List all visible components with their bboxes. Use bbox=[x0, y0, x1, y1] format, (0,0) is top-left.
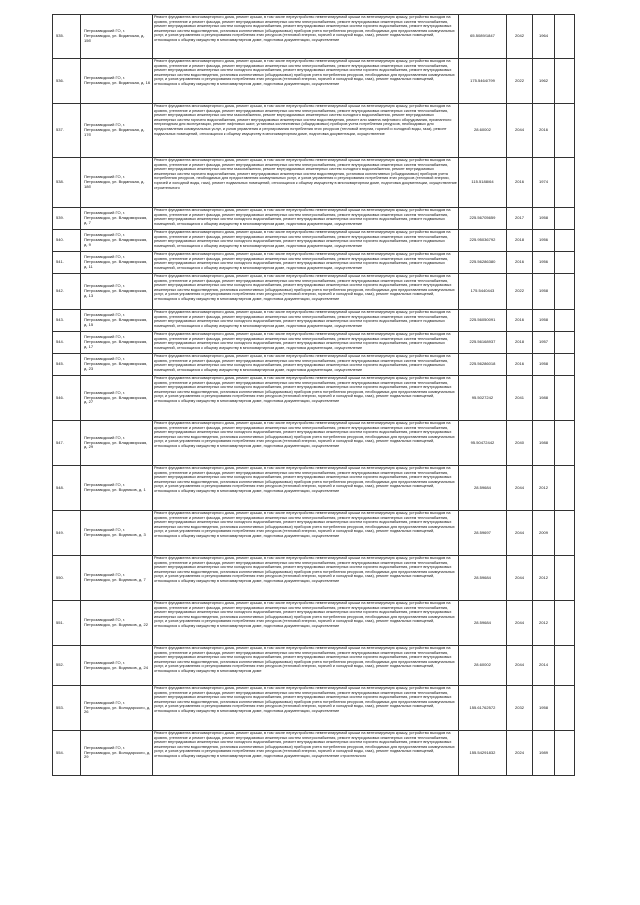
works-description-cell: Ремонт фундамента многоквартирного дома, ремонт крыши, в том числе переустройство невентилируемой крыши на вентилируемую крышу, устройство выходов на кровлю, утепление и ремонт фасада, ремонт внутридомовых инженерных систем электроснабжения, ремонт внутридомовых инженерных систем теплоснабжения, ремонт внутридомовых инженерных систем холодного водоснабжения, ремонт внутридомовых инженерных систем горячего водоснабжения, ремонт внутридомовых инженерных систем водоотведения, установка коллективных (общедомовых) приборов учета потребления ресурсов, необходимых для предоставления коммунальных услуг, и узлов управления и регулирования потребления этих ресурсов (тепловой энергии, горячей и холодной воды, газа), ремонт подвальных помещений, относящихся к общему имуществу в многоквартирном доме, подготовка документации, осуществление bbox=[153, 601, 459, 646]
value-cell: 28.59684 bbox=[459, 601, 507, 646]
planned-year-cell: 2018 bbox=[507, 230, 533, 252]
works-description-cell: Ремонт фундамента многоквартирного дома, ремонт крыши, в том числе переустройство невентилируемой крыши на вентилируемую крышу, устройство выходов на кровлю, утепление и ремонт фасада, ремонт внутридомовых инженерных систем электроснабжения, ремонт внутридомовых инженерных систем теплоснабжения, ремонт внутридомовых инженерных систем холодного водоснабжения, ремонт внутридомовых инженерных систем горячего водоснабжения, ремонт подвальных помещений, относящихся к общему имуществу в многоквартирном доме, подготовка документации, осуществление bbox=[153, 354, 459, 376]
works-description-cell: Ремонт фундамента многоквартирного дома, ремонт крыши, в том числе переустройство невентилируемой крыши на вентилируемую крышу, устройство выходов на кровлю, утепление и ремонт фасада, ремонт внутридомовых инженерных систем электроснабжения, ремонт внутридомовых инженерных систем теплоснабжения, ремонт внутридомовых инженерных систем холодного водоснабжения, ремонт внутридомовых инженерных систем горячего водоснабжения, ремонт внутридомовых инженерных систем водоотведения, установка коллективных (общедомовых) приборов учета потребления ресурсов, необходимых для предоставления коммунальных услуг, и узлов управления и регулирования потребления этих ресурсов (тепловой энергии, горячей и холодной воды, газа), ремонт подвальных помещений, относящихся к общему имуществу в многоквартирном доме, подготовка документации, осуществление bbox=[153, 686, 459, 731]
value-cell: 225.56286018 bbox=[459, 354, 507, 376]
row-number-cell: 549. bbox=[53, 511, 81, 556]
build-year-cell: 1988 bbox=[533, 376, 555, 421]
value-cell: 115.5188/64 bbox=[459, 158, 507, 208]
row-number-cell: 541. bbox=[53, 252, 81, 274]
planned-year-cell: 2022 bbox=[507, 274, 533, 310]
works-description-cell: Ремонт фундамента многоквартирного дома, ремонт крыши, в том числе переустройство невентилируемой крыши на вентилируемую крышу, устройство выходов на кровлю, утепление и ремонт фасада, ремонт внутридомовых инженерных систем электроснабжения, ремонт внутридомовых инженерных систем теплоснабжения, ремонт внутридомовых инженерных систем холодного водоснабжения, ремонт внутридомовых инженерных систем горячего водоснабжения, ремонт подвальных помещений, относящихся к общему имуществу в многоквартирном доме, подготовка документации, осуществление bbox=[153, 310, 459, 332]
build-year-cell: 1964 bbox=[533, 15, 555, 59]
address-cell: Петрозаводский ГО, г. Петрозаводск, ул. Владимирская, д. 11 bbox=[81, 252, 153, 274]
row-number-cell: 545. bbox=[53, 354, 81, 376]
table-row bbox=[53, 354, 575, 376]
row-number-cell: 547. bbox=[53, 421, 81, 466]
planned-year-cell: 2024 bbox=[507, 731, 533, 776]
build-year-cell: 1958 bbox=[533, 686, 555, 731]
planned-year-cell: 2022 bbox=[507, 59, 533, 104]
value-cell: 175.5440443 bbox=[459, 274, 507, 310]
build-year-cell: 1958 bbox=[533, 354, 555, 376]
build-year-cell: 2009 bbox=[533, 511, 555, 556]
address-cell: Петрозаводский ГО, г. Петрозаводск, ул. Виданская, д. 18б bbox=[81, 158, 153, 208]
value-cell: 95.50472442 bbox=[459, 421, 507, 466]
works-description-cell: Ремонт фундамента многоквартирного дома, ремонт крыши, в том числе переустройство невентилируемой крыши на вентилируемую крышу, устройство выходов на кровлю, утепление и ремонт фасада, ремонт внутридомовых инженерных систем электроснабжения, ремонт внутридомовых инженерных систем теплоснабжения, ремонт внутридомовых инженерных систем холодного водоснабжения, ремонт внутридомовых инженерных систем горячего водоснабжения, ремонт внутридомовых инженерных систем водоотведения, установка коллективных (общедомовых) приборов учета потребления ресурсов, необходимых для предоставления коммунальных услуг, и узлов управления и регулирования потребления этих ресурсов (тепловой энергии, горячей и холодной воды, газа), ремонт подвальных помещений, относящихся к общему имуществу в многоквартирном доме, подготовка документации, осуществление bbox=[153, 376, 459, 421]
empty-cell bbox=[555, 556, 575, 601]
row-number-cell: 543. bbox=[53, 310, 81, 332]
empty-cell bbox=[555, 230, 575, 252]
table-row bbox=[53, 556, 575, 601]
table-row bbox=[53, 511, 575, 556]
row-number-cell: 551. bbox=[53, 601, 81, 646]
build-year-cell: 2014 bbox=[533, 646, 555, 686]
row-number-cell: 544. bbox=[53, 332, 81, 354]
empty-cell bbox=[555, 310, 575, 332]
row-number-cell: 548. bbox=[53, 466, 81, 511]
works-description-cell: Ремонт фундамента многоквартирного дома, ремонт крыши, в том числе переустройство невентилируемой крыши на вентилируемую крышу, устройство выходов на кровлю, утепление и ремонт фасада, ремонт внутридомовых инженерных систем электроснабжения, ремонт внутридомовых инженерных систем теплоснабжения, ремонт внутридомовых инженерных систем холодного водоснабжения, ремонт внутридомовых инженерных систем горячего водоснабжения, ремонт внутридомовых инженерных систем водоотведения, установка коллективных (общедомовых) приборов учета потребления ресурсов, необходимых для предоставления коммунальных услуг, и узлов управления и регулирования потребления этих ресурсов (тепловой энергии, горячей и холодной воды, газа), ремонт подвальных помещений, относящихся к общему имуществу в многоквартирном доме, подготовка документации, осуществление bbox=[153, 511, 459, 556]
planned-year-cell: 2041 bbox=[507, 376, 533, 421]
row-number-cell: 546. bbox=[53, 376, 81, 421]
table-row bbox=[53, 686, 575, 731]
table-row bbox=[53, 601, 575, 646]
row-number-cell: 552. bbox=[53, 646, 81, 686]
table-row bbox=[53, 158, 575, 208]
address-cell: Петрозаводский ГО, г. Петрозаводск, ул. Владимирская, д. 27 bbox=[81, 376, 153, 421]
table-row bbox=[53, 252, 575, 274]
address-cell: Петрозаводский ГО, г. Петрозаводск, ул. Водников, д. 1 bbox=[81, 466, 153, 511]
planned-year-cell: 2016 bbox=[507, 310, 533, 332]
address-cell: Петрозаводский ГО, г. Петрозаводск, ул. Виданская, д. 16 bbox=[81, 59, 153, 104]
planned-year-cell: 2016 bbox=[507, 354, 533, 376]
table-row bbox=[53, 104, 575, 158]
works-description-cell: Ремонт фундамента многоквартирного дома, ремонт крыши, в том числе переустройство невентилируемой крыши на вентилируемую крышу, устройство выходов на кровлю, утепление и ремонт фасада, ремонт внутридомовых инженерных систем электроснабжения, ремонт внутридомовых инженерных систем теплоснабжения, ремонт внутридомовых инженерных систем холодного водоснабжения, ремонт внутридомовых инженерных систем горячего водоснабжения, ремонт подвальных помещений, относящихся к общему имуществу в многоквартирном доме, подготовка документации, осуществление bbox=[153, 208, 459, 230]
row-number-cell: 540. bbox=[53, 230, 81, 252]
works-description-cell: Ремонт фундамента многоквартирного дома, ремонт крыши, в том числе переустройство невентилируемой крыши на вентилируемую крышу, устройство выходов на кровлю, утепление и ремонт фасада, ремонт внутридомовых инженерных систем электроснабжения, ремонт внутридомовых инженерных систем теплоснабжения, ремонт внутридомовых инженерных систем холодного водоснабжения, ремонт внутридомовых инженерных систем горячего водоснабжения, ремонт внутридомовых инженерных систем водоотведения, установка коллективных (общедомовых) приборов учета потребления ресурсов, необходимых для предоставления коммунальных услуг, и узлов управления и регулирования потребления этих ресурсов (тепловой энергии, горячей и холодной воды, газа), ремонт подвальных помещений, относящихся к общему имуществу в многоквартирном доме, подготовка документации, осуществление bbox=[153, 274, 459, 310]
works-description-cell: Ремонт фундамента многоквартирного дома, ремонт крыши, в том числе переустройство невентилируемой крыши на вентилируемую крышу, устройство выходов на кровлю, утепление и ремонт фасада, ремонт внутридомовых инженерных систем электроснабжения, ремонт внутридомовых инженерных систем теплоснабжения, ремонт внутридомовых инженерных систем холодного водоснабжения, ремонт внутридомовых инженерных систем горячего водоснабжения, ремонт внутридомовых инженерных систем водоотведения, установка коллективных (общедомовых) приборов учета потребления ресурсов, необходимых для предоставления коммунальных услуг, и узлов управления и регулирования потребления этих ресурсов (тепловой энергии, горячей и холодной воды, газа), ремонт подвальных помещений, относящихся к общему имуществу в многоквартирном доме, подготовка документации, осуществление bbox=[153, 556, 459, 601]
row-number-cell: 542. bbox=[53, 274, 81, 310]
address-cell: Петрозаводский ГО, г. Петрозаводск, ул. Владимирская, д. 23 bbox=[81, 354, 153, 376]
empty-cell bbox=[555, 466, 575, 511]
capital-repair-table bbox=[52, 14, 575, 776]
build-year-cell: 1956 bbox=[533, 252, 555, 274]
row-number-cell: 553. bbox=[53, 686, 81, 731]
value-cell: 225.56168937 bbox=[459, 332, 507, 354]
value-cell: 155.61762572 bbox=[459, 686, 507, 731]
works-description-cell: Ремонт фундамента многоквартирного дома, ремонт крыши, в том числе переустройство невентилируемой крыши на вентилируемую крышу, устройство выходов на кровлю, утепление и ремонт фасада, ремонт внутридомовых инженерных систем электроснабжения, ремонт внутридомовых инженерных систем теплоснабжения, ремонт внутридомовых инженерных систем холодного водоснабжения, ремонт внутридомовых инженерных систем горячего водоснабжения, ремонт внутридомовых инженерных систем водоотведения, установка коллективных (общедомовых) приборов учета потребления ресурсов, необходимых для предоставления коммунальных услуг, и узлов управления и регулирования потребления этих ресурсов (тепловой энергии, горячей и холодной воды, газа), ремонт подвальных помещений, относящихся к общему имуществу в многоквартирном доме, подготовка документации, осуществление bbox=[153, 59, 459, 104]
table-row bbox=[53, 332, 575, 354]
build-year-cell: 2012 bbox=[533, 601, 555, 646]
build-year-cell: 2012 bbox=[533, 466, 555, 511]
address-cell: Петрозаводский ГО, г. Петрозаводск, ул. Водников, д. 3 bbox=[81, 511, 153, 556]
row-number-cell: 535. bbox=[53, 15, 81, 59]
planned-year-cell: 2018 bbox=[507, 332, 533, 354]
value-cell: 225.95036792 bbox=[459, 230, 507, 252]
empty-cell bbox=[555, 376, 575, 421]
row-number-cell: 538. bbox=[53, 158, 81, 208]
build-year-cell: 1958 bbox=[533, 208, 555, 230]
planned-year-cell: 2017 bbox=[507, 208, 533, 230]
planned-year-cell: 2016 bbox=[507, 158, 533, 208]
table-row bbox=[53, 421, 575, 466]
value-cell: 65.5089/1847 bbox=[459, 15, 507, 59]
value-cell: 28.59684 bbox=[459, 466, 507, 511]
build-year-cell: 2016 bbox=[533, 104, 555, 158]
works-description-cell: Ремонт фундамента многоквартирного дома, ремонт крыши, в том числе переустройство невентилируемой крыши на вентилируемую крышу, устройство выходов на кровлю, утепление и ремонт фасада, ремонт внутридомовых инженерных систем электроснабжения, ремонт внутридомовых инженерных систем теплоснабжения, ремонт внутридомовых инженерных систем газоснабжения, ремонт внутридомовых инженерных систем холодного водоснабжения, ремонт внутридомовых инженерных систем горячего водоснабжения, ремонт внутридомовых инженерных систем водоотведения, установка коллективных (общедомовых) приборов учета потребления ресурсов, необходимых для предоставления коммунальных услуг, и узлов управления и регулирования потребления этих ресурсов (тепловой энергии, горячей и холодной воды, газа), ремонт подвальных помещений, относящихся к общему имуществу в многоквартирном доме, подготовка документации, осуществление строительного bbox=[153, 158, 459, 208]
table-row bbox=[53, 274, 575, 310]
address-cell: Петрозаводский ГО, г. Петрозаводск, ул. Владимирская, д. 9 bbox=[81, 230, 153, 252]
table-row bbox=[53, 15, 575, 59]
value-cell: 95.5027242 bbox=[459, 376, 507, 421]
row-number-cell: 554. bbox=[53, 731, 81, 776]
build-year-cell: 2012 bbox=[533, 556, 555, 601]
build-year-cell: 1956 bbox=[533, 230, 555, 252]
value-cell: 225.56286380 bbox=[459, 252, 507, 274]
planned-year-cell: 2016 bbox=[507, 252, 533, 274]
empty-cell bbox=[555, 731, 575, 776]
build-year-cell: 1962 bbox=[533, 59, 555, 104]
planned-year-cell: 2044 bbox=[507, 104, 533, 158]
table-body bbox=[53, 15, 575, 776]
table-row bbox=[53, 59, 575, 104]
planned-year-cell: 2040 bbox=[507, 421, 533, 466]
address-cell: Петрозаводский ГО, г. Петрозаводск, ул. Владимирская, д. 15 bbox=[81, 310, 153, 332]
build-year-cell: 1974 bbox=[533, 158, 555, 208]
build-year-cell: 1958 bbox=[533, 274, 555, 310]
address-cell: Петрозаводский ГО, г. Петрозаводск, ул. Водников, д. 7 bbox=[81, 556, 153, 601]
planned-year-cell: 2044 bbox=[507, 556, 533, 601]
works-description-cell: Ремонт фундамента многоквартирного дома, ремонт крыши, в том числе переустройство невентилируемой крыши на вентилируемую крышу, устройство выходов на кровлю, утепление и ремонт фасада, ремонт внутридомовых инженерных систем электроснабжения, ремонт внутридомовых инженерных систем теплоснабжения, ремонт внутридомовых инженерных систем холодного водоснабжения, ремонт внутридомовых инженерных систем горячего водоснабжения, ремонт подвальных помещений, относящихся к общему имуществу в многоквартирном доме, подготовка документации, осуществление bbox=[153, 230, 459, 252]
table-row bbox=[53, 230, 575, 252]
value-cell: 175.5464/799 bbox=[459, 59, 507, 104]
address-cell: Петрозаводский ГО, г. Петрозаводск, ул. Виданская, д. 15б bbox=[81, 15, 153, 59]
address-cell: Петрозаводский ГО, г. Петрозаводск, ул. Водников, д. 22 bbox=[81, 601, 153, 646]
empty-cell bbox=[555, 158, 575, 208]
value-cell: 28.60002 bbox=[459, 104, 507, 158]
build-year-cell: 1989 bbox=[533, 731, 555, 776]
row-number-cell: 537. bbox=[53, 104, 81, 158]
build-year-cell: 1957 bbox=[533, 332, 555, 354]
table-row bbox=[53, 208, 575, 230]
empty-cell bbox=[555, 59, 575, 104]
empty-cell bbox=[555, 332, 575, 354]
works-description-cell: Ремонт фундамента многоквартирного дома, ремонт крыши, в том числе переустройство невентилируемой крыши на вентилируемую крышу, устройство выходов на кровлю, утепление и ремонт фасада, ремонт внутридомовых инженерных систем электроснабжения, ремонт внутридомовых инженерных систем теплоснабжения, ремонт внутридомовых инженерных систем холодного водоснабжения, ремонт внутридомовых инженерных систем горячего водоснабжения, ремонт внутридомовых инженерных систем водоотведения, установка коллективных (общедомовых) приборов учета потребления ресурсов, необходимых для предоставления коммунальных услуг, и узлов управления и регулирования потребления этих ресурсов (тепловой энергии, горячей и холодной воды, газа), ремонт подвальных помещений, относящихся к общему имуществу в многоквартирном доме bbox=[153, 646, 459, 686]
planned-year-cell: 2044 bbox=[507, 601, 533, 646]
empty-cell bbox=[555, 646, 575, 686]
empty-cell bbox=[555, 208, 575, 230]
empty-cell bbox=[555, 686, 575, 731]
value-cell: 225.56705659 bbox=[459, 208, 507, 230]
address-cell: Петрозаводский ГО, г. Петрозаводск, ул. Владимирская, д. 13 bbox=[81, 274, 153, 310]
address-cell: Петрозаводский ГО, г. Петрозаводск, ул. Владимирская, д. 17 bbox=[81, 332, 153, 354]
planned-year-cell: 2032 bbox=[507, 686, 533, 731]
table-row bbox=[53, 646, 575, 686]
works-description-cell: Ремонт фундамента многоквартирного дома, ремонт крыши, в том числе переустройство невентилируемой крыши на вентилируемую крышу, устройство выходов на кровлю, утепление и ремонт фасада, ремонт внутридомовых инженерных систем электроснабжения, ремонт внутридомовых инженерных систем теплоснабжения, ремонт внутридомовых инженерных систем холодного водоснабжения, ремонт внутридомовых инженерных систем горячего водоснабжения, ремонт подвальных помещений, относящихся к общему имуществу в многоквартирном доме, подготовка документации, осуществление bbox=[153, 332, 459, 354]
row-number-cell: 539. bbox=[53, 208, 81, 230]
works-table-page bbox=[52, 14, 574, 776]
empty-cell bbox=[555, 421, 575, 466]
table-row bbox=[53, 466, 575, 511]
build-year-cell: 1988 bbox=[533, 421, 555, 466]
planned-year-cell: 2044 bbox=[507, 466, 533, 511]
value-cell: 28.59697 bbox=[459, 511, 507, 556]
works-description-cell: Ремонт фундамента многоквартирного дома, ремонт крыши, в том числе переустройство невентилируемой крыши на вентилируемую крышу, устройство выходов на кровлю, утепление и ремонт фасада, ремонт внутридомовых инженерных систем электроснабжения, ремонт внутридомовых инженерных систем теплоснабжения, ремонт внутридомовых инженерных систем газоснабжения, ремонт внутридомовых инженерных систем холодного водоснабжения, ремонт внутридомовых инженерных систем горячего водоснабжения, ремонт внутридомовых инженерных систем водоотведения, ремонт или замена лифтового оборудования, признанного непригодным для эксплуатации, ремонт лифтовых шахт, установка коллективных (общедомовых) приборов учета потребления ресурсов, необходимых для предоставления коммунальных услуг, и узлов управления и регулирования потребления этих ресурсов (тепловой энергии, горячей и холодной воды, газа), ремонт подвальных помещений, относящихся к общему имуществу в многоквартирном доме, подготовка документации, осуществление bbox=[153, 104, 459, 158]
empty-cell bbox=[555, 252, 575, 274]
address-cell: Петрозаводский ГО, г. Петрозаводск, ул. Владимирская, д. 7 bbox=[81, 208, 153, 230]
works-description-cell: Ремонт фундамента многоквартирного дома, ремонт крыши, в том числе переустройство невентилируемой крыши на вентилируемую крышу, устройство выходов на кровлю, утепление и ремонт фасада, ремонт внутридомовых инженерных систем электроснабжения, ремонт внутридомовых инженерных систем теплоснабжения, ремонт внутридомовых инженерных систем холодного водоснабжения, ремонт внутридомовых инженерных систем горячего водоснабжения, ремонт внутридомовых инженерных систем водоотведения, установка коллективных (общедомовых) приборов учета потребления ресурсов, необходимых для предоставления коммунальных услуг, и узлов управления и регулирования потребления этих ресурсов (тепловой энергии, горячей и холодной воды, газа), ремонт подвальных помещений, относящихся к общему имуществу в многоквартирном доме, подготовка документации, осуществление строительного bbox=[153, 731, 459, 776]
table-row bbox=[53, 731, 575, 776]
planned-year-cell: 2044 bbox=[507, 511, 533, 556]
works-description-cell: Ремонт фундамента многоквартирного дома, ремонт крыши, в том числе переустройство невентилируемой крыши на вентилируемую крышу, устройство выходов на кровлю, утепление и ремонт фасада, ремонт внутридомовых инженерных систем электроснабжения, ремонт внутридомовых инженерных систем теплоснабжения, ремонт внутридомовых инженерных систем холодного водоснабжения, ремонт внутридомовых инженерных систем горячего водоснабжения, ремонт подвальных помещений, относящихся к общему имуществу в многоквартирном доме, подготовка документации, осуществление bbox=[153, 252, 459, 274]
value-cell: 155.54291832 bbox=[459, 731, 507, 776]
build-year-cell: 1958 bbox=[533, 310, 555, 332]
planned-year-cell: 2044 bbox=[507, 646, 533, 686]
value-cell: 28.59684 bbox=[459, 556, 507, 601]
works-description-cell: Ремонт фундамента многоквартирного дома, ремонт крыши, в том числе переустройство невентилируемой крыши на вентилируемую крышу, устройство выходов на кровлю, утепление и ремонт фасада, ремонт внутридомовых инженерных систем электроснабжения, ремонт внутридомовых инженерных систем теплоснабжения, ремонт внутридомовых инженерных систем холодного водоснабжения, ремонт внутридомовых инженерных систем горячего водоснабжения, ремонт внутридомовых инженерных систем водоотведения, установка коллективных (общедомовых) приборов учета потребления ресурсов, необходимых для предоставления коммунальных услуг, и узлов управления и регулирования потребления этих ресурсов (тепловой энергии, горячей и холодной воды, газа), ремонт подвальных помещений, относящихся к общему имуществу в многоквартирном доме, подготовка документации, осуществление bbox=[153, 466, 459, 511]
address-cell: Петрозаводский ГО, г. Петрозаводск, ул. Володарского, д. 29 bbox=[81, 731, 153, 776]
works-description-cell: Ремонт фундамента многоквартирного дома, ремонт крыши, в том числе переустройство невентилируемой крыши на вентилируемую крышу, устройство выходов на кровлю, утепление и ремонт фасада, ремонт внутридомовых инженерных систем электроснабжения, ремонт внутридомовых инженерных систем теплоснабжения, ремонт внутридомовых инженерных систем холодного водоснабжения, ремонт внутридомовых инженерных систем горячего водоснабжения, ремонт внутридомовых инженерных систем водоотведения, установка коллективных (общедомовых) приборов учета потребления ресурсов, необходимых для предоставления коммунальных услуг, и узлов управления и регулирования потребления этих ресурсов (тепловой энергии, горячей и холодной воды, газа), ремонт подвальных помещений, относящихся к общему имуществу в многоквартирном доме, подготовка документации, осуществление bbox=[153, 15, 459, 59]
address-cell: Петрозаводский ГО, г. Петрозаводск, ул. Водников, д. 24 bbox=[81, 646, 153, 686]
empty-cell bbox=[555, 511, 575, 556]
address-cell: Петрозаводский ГО, г. Петрозаводск, ул. Владимирская, д. 29 bbox=[81, 421, 153, 466]
empty-cell bbox=[555, 274, 575, 310]
address-cell: Петрозаводский ГО, г. Петрозаводск, ул. Володарского, д. 26 bbox=[81, 686, 153, 731]
empty-cell bbox=[555, 15, 575, 59]
value-cell: 28.60002 bbox=[459, 646, 507, 686]
address-cell: Петрозаводский ГО, г. Петрозаводск, ул. Виданская, д. 17б bbox=[81, 104, 153, 158]
row-number-cell: 550. bbox=[53, 556, 81, 601]
works-description-cell: Ремонт фундамента многоквартирного дома, ремонт крыши, в том числе переустройство невентилируемой крыши на вентилируемую крышу, устройство выходов на кровлю, утепление и ремонт фасада, ремонт внутридомовых инженерных систем электроснабжения, ремонт внутридомовых инженерных систем теплоснабжения, ремонт внутридомовых инженерных систем холодного водоснабжения, ремонт внутридомовых инженерных систем горячего водоснабжения, ремонт внутридомовых инженерных систем водоотведения, установка коллективных (общедомовых) приборов учета потребления ресурсов, необходимых для предоставления коммунальных услуг, и узлов управления и регулирования потребления этих ресурсов (тепловой энергии, горячей и холодной воды, газа), ремонт подвальных помещений, относящихся к общему имуществу в многоквартирном доме, подготовка документации, осуществление bbox=[153, 421, 459, 466]
value-cell: 225.56050091 bbox=[459, 310, 507, 332]
planned-year-cell: 2042 bbox=[507, 15, 533, 59]
empty-cell bbox=[555, 601, 575, 646]
table-row bbox=[53, 310, 575, 332]
empty-cell bbox=[555, 104, 575, 158]
table-row bbox=[53, 376, 575, 421]
empty-cell bbox=[555, 354, 575, 376]
row-number-cell: 536. bbox=[53, 59, 81, 104]
